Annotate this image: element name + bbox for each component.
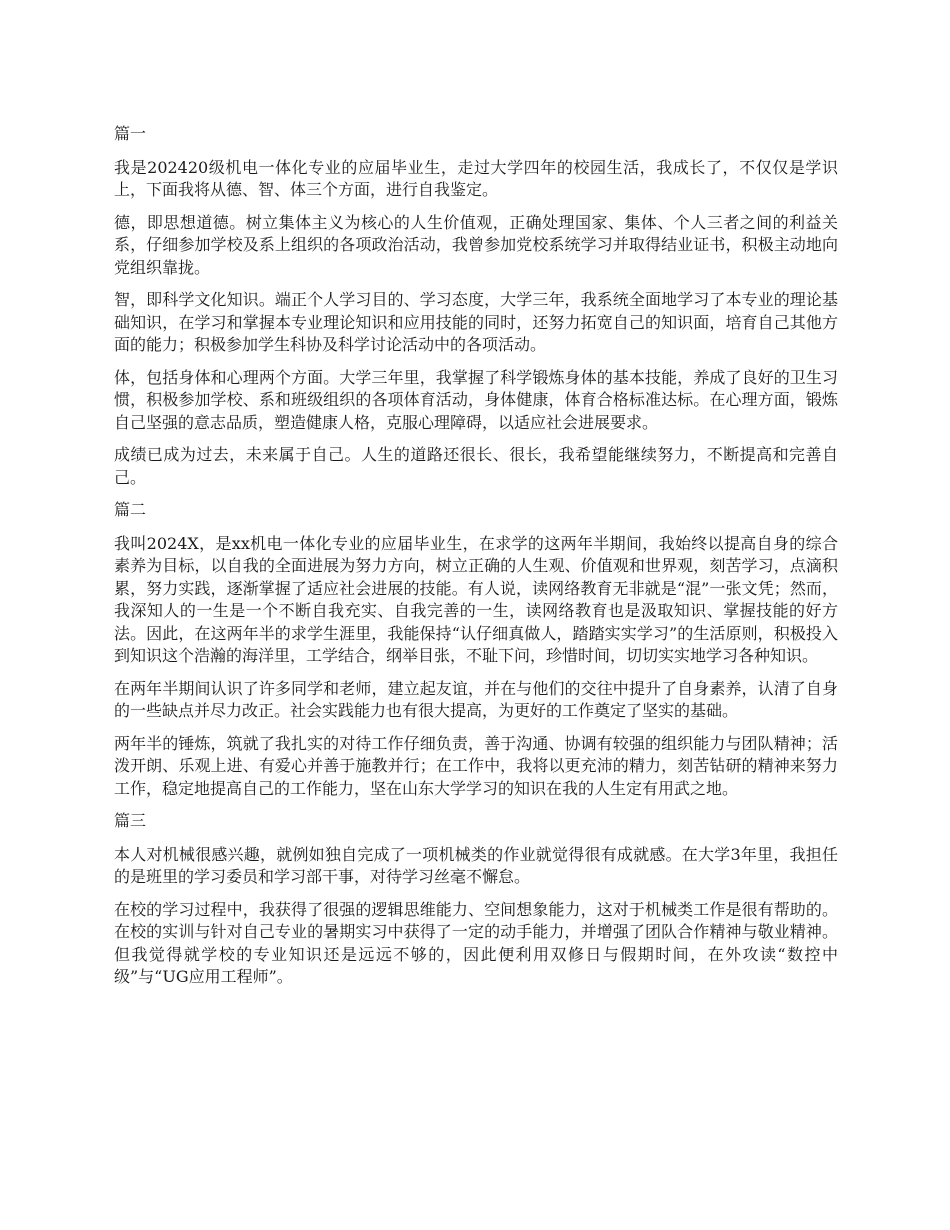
paragraph: 在两年半期间认识了许多同学和老师，建立起友谊，并在与他们的交往中提升了自身素养，认清了自身的一些缺点并尽力改正。社会实践能力也有很大提高，为更好的工作奠定了坚实的基础。 bbox=[114, 678, 838, 720]
section-heading-3: 篇三 bbox=[114, 811, 147, 830]
document-page bbox=[114, 123, 838, 999]
paragraph: 两年半的锤炼，筑就了我扎实的对待工作仔细负责，善于沟通、协调有较强的组织能力与团队精神；活泼开朗、乐观上进、有爱心并善于施教并行；在工作中，我将以更充沛的精力，刻苦钻研的精神来努力工作，稳定地提高自己的工作能力，坚在山东大学学习的知识在我的人生定有用武之地。 bbox=[114, 733, 838, 798]
paragraph: 德，即思想道德。树立集体主义为核心的人生价值观，正确处理国家、集体、个人三者之间的利益关系，仔细参加学校及系上组织的各项政治活动，我曾参加党校系统学习并取得结业证书，积极主动地向党组织靠拢。 bbox=[114, 212, 838, 277]
paragraph: 成绩已成为过去，未来属于自己。人生的道路还很长、很长，我希望能继续努力，不断提高和完善自己。 bbox=[114, 445, 838, 487]
paragraph: 本人对机械很感兴趣，就例如独自完成了一项机械类的作业就觉得很有成就感。在大学3年里，我担任的是班里的学习委员和学习部干事，对待学习丝毫不懈怠。 bbox=[114, 844, 838, 886]
paragraph: 我叫2024X，是xx机电一体化专业的应届毕业生，在求学的这两年半期间，我始终以提高自身的综合素养为目标，以自我的全面进展为努力方向，树立正确的人生观、价值观和世界观，刻苦学习，点滴积累，努力实践，逐渐掌握了适应社会进展的技能。有人说，读网络教育无非就是“混”一张文凭；然而，我深知人的一生是一个不断自我充实、自我完善的一生，读网络教育也是汲取知识、掌握技能的好方法。因此，在这两年半的求学生涯里，我能保持“认仔细真做人，踏踏实实学习”的生活原则，积极投入到知识这个浩瀚的海洋里，工学结合，纲举目张，不耻下问，珍惜时间，切切实实地学习各种知识。 bbox=[114, 533, 838, 665]
section-heading-2: 篇二 bbox=[114, 500, 147, 519]
paragraph: 智，即科学文化知识。端正个人学习目的、学习态度，大学三年，我系统全面地学习了本专业的理论基础知识，在学习和掌握本专业理论知识和应用技能的同时，还努力拓宽自己的知识面，培育自己其他方面的能力；积极参加学生科协及科学讨论活动中的各项活动。 bbox=[114, 290, 838, 354]
section-heading-1: 篇一 bbox=[114, 124, 147, 143]
paragraph: 我是202420级机电一体化专业的应届毕业生，走过大学四年的校园生活，我成长了，不仅仅是学识上，下面我将从德、智、体三个方面，进行自我鉴定。 bbox=[114, 157, 838, 199]
paragraph: 体，包括身体和心理两个方面。大学三年里，我掌握了科学锻炼身体的基本技能，养成了良好的卫生习惯，积极参加学校、系和班级组织的各项体育活动，身体健康，体育合格标准达标。在心理方面，锻炼自己坚强的意志品质，塑造健康人格，克服心理障碍，以适应社会进展要求。 bbox=[114, 367, 838, 432]
paragraph: 在校的学习过程中，我获得了很强的逻辑思维能力、空间想象能力，这对于机械类工作是很有帮助的。在校的实训与针对自己专业的暑期实习中获得了一定的动手能力，并增强了团队合作精神与敬业精神。但我觉得就学校的专业知识还是远远不够的，因此便利用双修日与假期时间，在外攻读“数控中级”与“UG应用工程师”。 bbox=[114, 899, 838, 986]
